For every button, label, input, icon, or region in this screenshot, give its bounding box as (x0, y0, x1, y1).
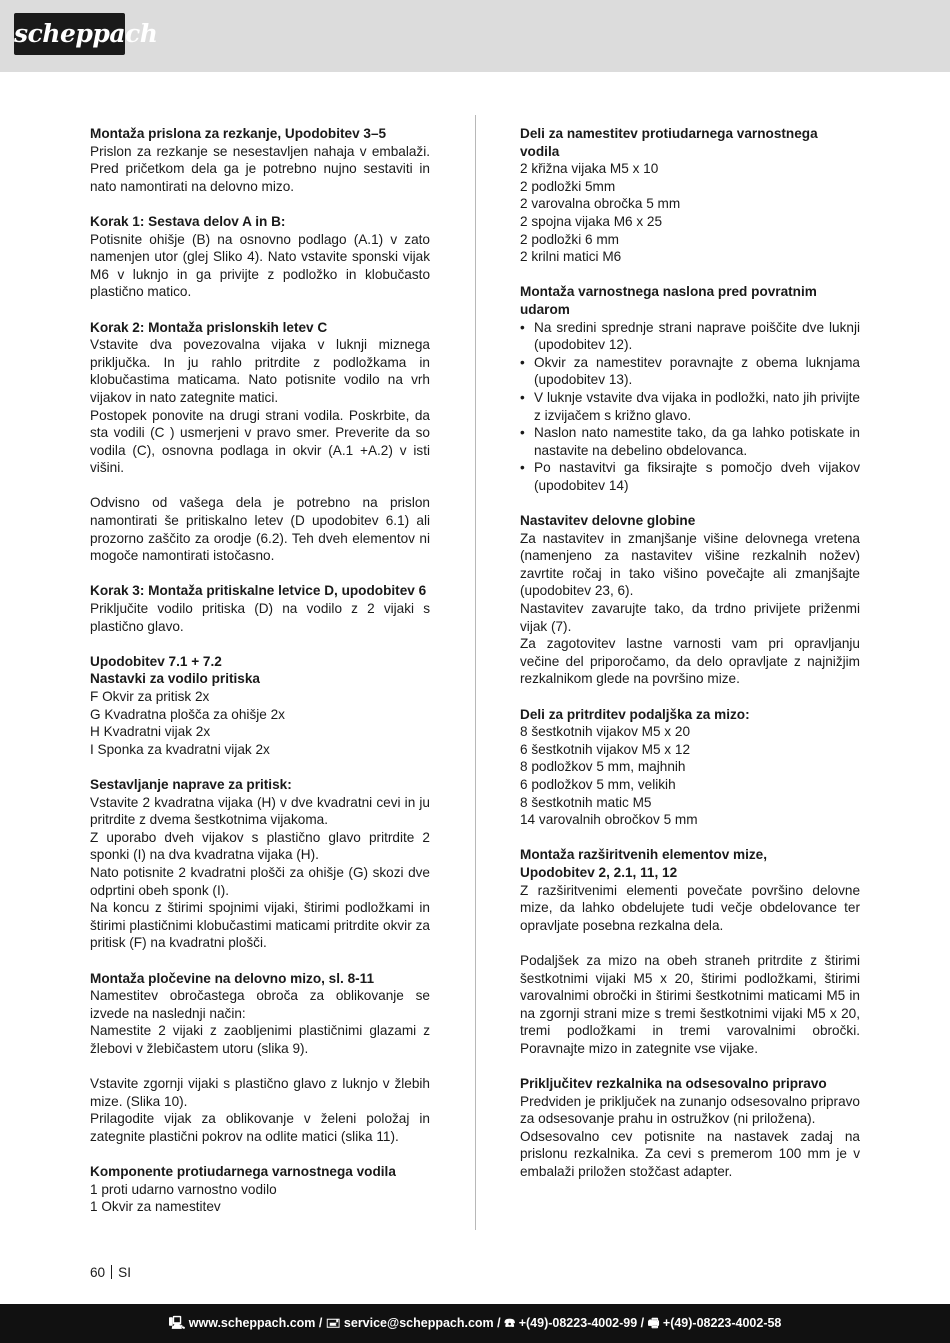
page-number-separator (111, 1265, 112, 1279)
list-line: H Kvadratni vijak 2x (90, 724, 211, 740)
list-line: 2 podložki 6 mm (520, 231, 619, 247)
paragraph: Podaljšek za mizo na obeh straneh pritrdite z štirimi šestkotnimi vijaki M5 x 20, štirimi podložkami, štirimi varovalnimi obročki in štirimi šestkotnimi maticami M5 in na zgornji strani mize s tremi šestkotnimi vijaki M5 x 20, tremi podložkami in tremi varovalnimi obročki. Poravnajte mizo in zategnite vse vijake. (520, 952, 860, 1056)
paragraph: Prislon za rezkanje se nesestavljen nahaja v embalaži. Pred pričetkom dela ga je potrebno nujno sestaviti in nato namontirati na delovno mizo. (90, 143, 430, 194)
page-header (0, 0, 950, 72)
paragraph: Namestite 2 vijaki z zaobljenimi plastičnimi glazami z žlebovi v žlebičastem utoru (slika 9). (90, 1023, 430, 1056)
paragraph: Nastavitev zavarujte tako, da trdno privijete priženmi vijak (7). (520, 601, 860, 634)
bullet-list (520, 319, 860, 495)
list-line: F Okvir za pritisk 2x (90, 689, 210, 704)
section-korak-3-monta-a-pritiskalne-letvice-d-up (90, 582, 430, 635)
paragraph: Vstavite zgornji vijaki s plastično glavo z luknjo v žlebih mize. (Slika 10). (90, 1076, 430, 1109)
list-line: 6 šestkotnih vijakov M5 x 12 (520, 741, 691, 757)
list-line: 2 varovalna obročka 5 mm (520, 196, 681, 212)
list-line: 2 podložki 5mm (520, 178, 616, 194)
list-line: I Sponka za kvadratni vijak 2x (90, 741, 270, 757)
list-line: 14 varovalnih obročkov 5 mm (520, 812, 698, 828)
section-monta-a-raz-iritvenih-elementov-mize-upo (520, 846, 860, 934)
paragraph: Z uporabo dveh vijakov s plastično glavo pritrdite 2 sponki (I) na dva kvadratna vijaka (H). (90, 829, 430, 863)
section-komponente-protiudarnega-varnostnega-vod (90, 1163, 430, 1216)
section-heading: Montaža pločevine na delovno mizo, sl. 8-11 (90, 970, 375, 986)
section-text-5 (520, 952, 860, 1058)
section-monta-a-prislona-za-rezkanje-upodobitev- (90, 125, 430, 195)
bullet-item: • Naslon nato namestite tako, da ga lahko potiskate in nastavite na debelino obdelovanca. (520, 424, 860, 459)
paragraph: Vstavite dva povezovalna vijaka v luknji miznega priključka. In ju rahlo pritrdite z podložkama in klobučastima maticama. Nato potisnite vodilo na vrh vijakov in nato zategnite matici. (90, 337, 430, 405)
section-heading: Korak 1: Sestava delov A in B: (90, 213, 286, 229)
paragraph: Odsesovalno cev potisnite na nastavek zadaj na prislonu rezkalnika. Za cevi s premerom 100 mm je v embalaži priložen stožčast adapter. (520, 1128, 860, 1180)
paragraph: Na koncu z štirimi spojnimi vijaki, štirimi podložkami in štirimi plastičnimi klobučastimi maticami pritrdite okvir za pritisk (F) na kvadratni plošči. (90, 900, 430, 951)
page-language: SI (118, 1265, 131, 1280)
section-heading: Nastavitev delovne globine (520, 513, 696, 529)
section-upodobitev-7-1-7-2-nastavki-za-vodilo-pr (90, 653, 430, 759)
section-heading: Montaža prislona za rezkanje, Upodobitev 3–5 (90, 126, 387, 141)
paragraph: Odvisno od vašega dela je potrebno na prislon namontirati še pritiskalno letev (D upodobitev 6.1) ali prozorno zaščito za orodje (6.2). Teh dveh elementov ni mogoče namontirati istočasno. (90, 495, 430, 564)
list-line: 1 Okvir za namestitev (90, 1199, 221, 1215)
paragraph: Za nastavitev in zmanjšanje višine delovnega vretena (namenjeno za nastavitev višine rezkalnih nožev) zavrtite ročaj in tako višino povečajte ali zmanjšajte (upodobitev 23, 6). (520, 530, 860, 599)
section-heading: Montaža razširitvenih elementov mize, Upodobitev 2, 2.1, 11, 12 (520, 847, 768, 880)
section-heading: Komponente protiudarnega varnostnega vodila (90, 1164, 396, 1180)
contact-footer (0, 1304, 950, 1343)
section-text-8 (90, 1075, 430, 1145)
column-divider (475, 115, 476, 1230)
paragraph: Za zagotovitev lastne varnosti vam pri opravljanju večine del priporočamo, da delo opravljate z najnižjim rezkalnikom glede na površino mize. (520, 636, 860, 687)
section-heading: Priključitev rezkalnika na odsesovalno pripravo (520, 1076, 827, 1092)
section-heading: Deli za pritrditev podaljška za mizo: (520, 706, 750, 722)
section-heading: Deli za namestitev protiudarnega varnostnega vodila (520, 126, 818, 159)
bullet-item: • V luknje vstavite dva vijaka in podložki, nato jih privijte z izvijačem s križno glavo. (520, 389, 860, 424)
section-korak-2-monta-a-prislonskih-letev-c (90, 319, 430, 477)
page-number-value: 60 (90, 1265, 106, 1280)
section-sestavljanje-naprave-za-pritisk (90, 776, 430, 952)
paragraph: Namestitev obročastega obroča za oblikovanje se izvede na naslednji način: (90, 988, 430, 1021)
section-text-3 (90, 494, 430, 564)
scheppach-logo: scheppach (14, 13, 125, 55)
list-line: 1 proti udarno varnostno vodilo (90, 1181, 277, 1197)
list-line: 8 šestkotnih vijakov M5 x 20 (520, 724, 691, 740)
paragraph: Nato potisnite 2 kvadratni plošči za ohišje (G) skozi dve odprtini obeh sponk (I). (90, 864, 430, 898)
paragraph: Z razširitvenimi elementi povečate površino delovne mize, da lahko obdelujete tudi večje obdelovance ter opravljate posebna rezkalna dela. (520, 882, 860, 933)
list-line: 8 šestkotnih matic M5 (520, 794, 652, 810)
bullet-item: • Po nastavitvi ga fiksirajte s pomočjo dveh vijakov (upodobitev 14) (520, 459, 860, 494)
left-column (90, 125, 430, 1233)
section-monta-a-plo-evine-na-delovno-mizo-sl-8-1 (90, 970, 430, 1058)
list-line: 2 krilni matici M6 (520, 249, 622, 265)
section-heading: Korak 3: Montaža pritiskalne letvice D, upodobitev 6 (90, 583, 427, 599)
paragraph: Predviden je priključek na zunanjo odsesovalno pripravo za odsesovanje prahu in ostružkov (ni priložena). (520, 1093, 860, 1127)
section-deli-za-namestitev-protiudarnega-varnost (520, 125, 860, 266)
list-line: 6 podložkov 5 mm, velikih (520, 776, 676, 792)
bullet-item: • Okvir za namestitev poravnajte z obema luknjama (upodobitev 13). (520, 354, 860, 389)
section-deli-za-pritrditev-podalj-ka-za-mizo (520, 706, 860, 829)
list-line: G Kvadratna plošča za ohišje 2x (90, 706, 285, 722)
section-heading: Upodobitev 7.1 + 7.2 Nastavki za vodilo pritiska (90, 653, 260, 687)
section-heading: Montaža varnostnega naslona pred povratnim udarom (520, 284, 817, 317)
paragraph: Postopek ponovite na drugi strani vodila. Poskrbite, da sta vodili (C ) usmerjeni v pravo smer. Preverite da so vodila (C), osnovna podlaga in okvir (A.1 +A.2) v isti višini. (90, 407, 430, 476)
list-line: 8 podložkov 5 mm, majhnih (520, 759, 686, 775)
section-korak-1-sestava-delov-a-in-b (90, 213, 430, 301)
section-priklju-itev-rezkalnika-na-odsesovalno-p (520, 1075, 860, 1181)
section-heading: Sestavljanje naprave za pritisk: (90, 776, 292, 792)
section-heading: Korak 2: Montaža prislonskih letev C (90, 319, 328, 335)
page-number (90, 1265, 131, 1280)
paragraph: Vstavite 2 kvadratna vijaka (H) v dve kvadratni cevi in ju pritrdite z dvema šestkotnima vijakoma. (90, 794, 430, 828)
paragraph: Potisnite ohišje (B) na osnovno podlago (A.1) v zato namenjen utor (glej Sliko 4). Nato vstavite sponski vijak M6 v luknjo in ga privijte z podložko in klobučasto plastično matico. (90, 231, 430, 300)
right-column (520, 125, 860, 1198)
list-line: 2 křižna vijaka M5 x 10 (520, 161, 659, 177)
section-nastavitev-delovne-globine (520, 512, 860, 688)
footer-contact-text: 🖳 www.scheppach.com / 🖃 service@scheppach.com / ☎ +(49)-08223-4002-99 / 🖷 +(49)-08223-4002-58 (168, 1316, 782, 1330)
list-line: 2 spojna vijaka M6 x 25 (520, 213, 663, 229)
bullet-item: • Na sredini sprednje strani naprave poiščite dve luknji (upodobitev 12). (520, 319, 860, 354)
paragraph: Priključite vodilo pritiska (D) na vodilo z 2 vijaki s plastično glavo. (90, 601, 430, 634)
paragraph: Prilagodite vijak za oblikovanje v želeni položaj in zategnite plastični pokrov na odlite matici (slika 11). (90, 1111, 430, 1144)
section-monta-a-varnostnega-naslona-pred-povratn (520, 283, 860, 494)
